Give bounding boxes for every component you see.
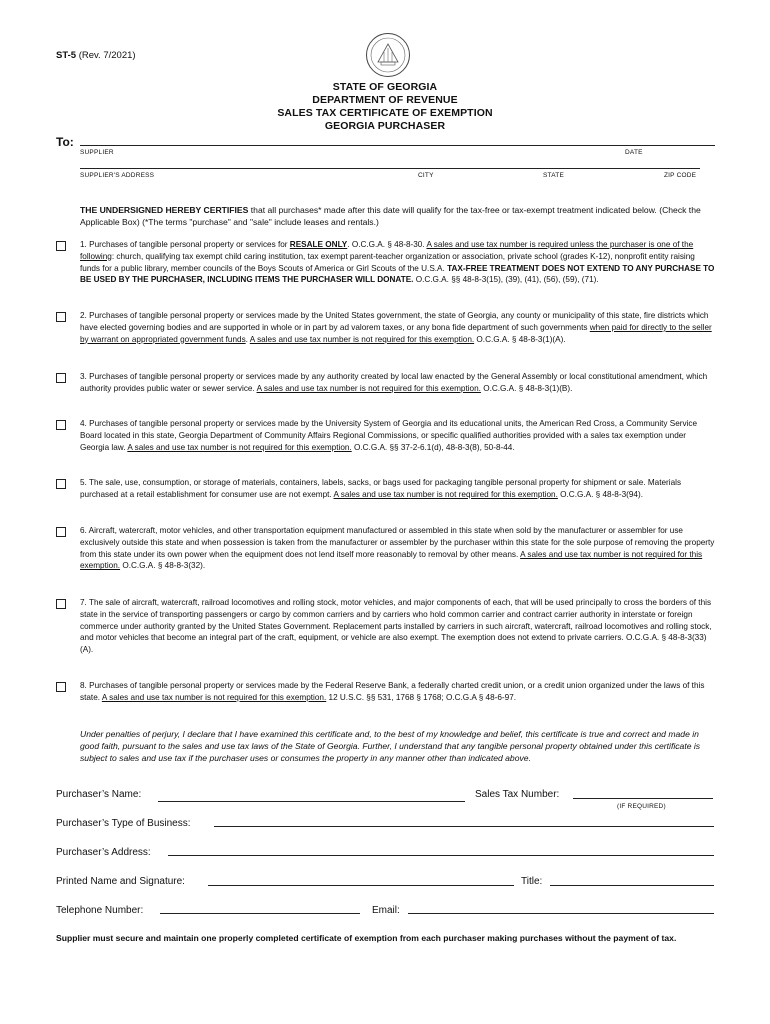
item-1-text	[80, 239, 716, 286]
header-purchaser-type: GEORGIA PURCHASER	[324, 120, 446, 132]
checkbox-item-8[interactable]	[56, 682, 66, 692]
telephone-label: Telephone Number:	[56, 905, 144, 916]
item-3-part: 3. Purchases of tangible personal property or services made by any authority created by local law enacted by the General Assembly or local constitutional amendment, which authority provides public water or sewer service.	[80, 372, 708, 393]
item-2-citation: O.C.G.A. § 48-8-3(1)(A).	[474, 334, 566, 344]
item-2-part: 2. Purchases of tangible personal property or services made by the United States government, the state of Georgia, any county or municipality of this state, fire districts which have elected governing bodies and are supported in whole or in part by ad valorem taxes, or any bona fide department of such governments	[80, 311, 709, 332]
item-4-text	[80, 418, 716, 453]
header-state: STATE OF GEORGIA	[332, 81, 438, 93]
checkbox-item-5[interactable]	[56, 479, 66, 489]
item-5-part: 5. The sale, use, consumption, or storage of materials, containers, labels, sacks, or bags used for packaging tangible personal property for shipment or sale. Materials purchased at a retail establishment for consumer use are not exempt.	[80, 478, 682, 499]
item-1-citation: O.C.G.A. §§ 48-8-3(15), (39), (41), (56), (59), (71).	[413, 275, 599, 285]
item-8-part: 8. Purchases of tangible personal property or services made by the Federal Reserve Bank, a federally charted credit union, or a credit union organized under the laws of this state.	[80, 681, 705, 702]
supplier-address-caption: SUPPLIER'S ADDRESS	[80, 172, 155, 179]
date-caption: DATE	[625, 149, 643, 156]
certify-bold: THE UNDERSIGNED HEREBY CERTIFIES	[80, 205, 249, 215]
sales-tax-number-label: Sales Tax Number:	[475, 789, 560, 800]
supplier-retention-note: Supplier must secure and maintain one properly completed certificate of exemption from each purchaser making purchases without the payment of tax.	[56, 933, 677, 943]
item-1-resale-only: RESALE ONLY	[289, 240, 348, 249]
city-caption: CITY	[418, 172, 434, 179]
checkbox-item-4[interactable]	[56, 420, 66, 430]
form-revision: (Rev. 7/2021)	[76, 50, 136, 61]
purchaser-address-label: Purchaser’s Address:	[56, 847, 151, 858]
if-required-caption: (IF REQUIRED)	[617, 803, 666, 810]
printed-name-label: Printed Name and Signature:	[56, 876, 185, 887]
item-1-required-note: A sales and use tax number is required unless the purchaser is one of the following	[80, 240, 694, 261]
checkbox-item-1[interactable]	[56, 241, 66, 251]
purchaser-address-field[interactable]	[168, 855, 714, 856]
item-1-part: 1. Purchases of tangible personal property or services for	[80, 240, 290, 249]
printed-name-field[interactable]	[208, 885, 514, 886]
certify-statement	[80, 204, 710, 228]
business-type-label: Purchaser’s Type of Business:	[56, 818, 191, 829]
item-5-citation: O.C.G.A. § 48-8-3(94).	[557, 489, 643, 499]
item-1-bold-note: TAX-FREE TREATMENT DOES NOT EXTEND TO ANY PURCHASE TO BE USED BY THE PURCHASER, INCLUDING ITEMS THE PURCHASER WILL DONATE.	[80, 263, 715, 285]
item-6-not-required-note: A sales and use tax number is not required for this exemption.	[80, 549, 703, 571]
certify-text: that all purchases* made after this date will qualify for the tax-free or tax-exempt treatment indicated below. (Check the Applicable Box) (*The terms "purchase" and "sale" include leases and rentals.)	[80, 205, 701, 227]
checkbox-item-3[interactable]	[56, 373, 66, 383]
title-field[interactable]	[550, 885, 714, 886]
item-4-citation: O.C.G.A. §§ 37-2-6.1(d), 48-8-3(8), 50-8-44.	[351, 442, 515, 452]
item-3-text	[80, 371, 716, 395]
to-label: To:	[56, 135, 74, 149]
business-type-field[interactable]	[214, 826, 714, 827]
item-7-text	[80, 597, 716, 656]
zip-caption: ZIP CODE	[664, 172, 697, 179]
item-3-citation: O.C.G.A. § 48-8-3(1)(B).	[480, 383, 573, 393]
item-1-part: . O.C.G.A. § 48-8-30.	[347, 240, 427, 249]
item-2-part: .	[245, 334, 250, 344]
perjury-statement: Under penalties of perjury, I declare that I have examined this certificate and, to the best of my knowledge and belief, this certificate is true and correct and made in good faith, pursuant to the sales and use tax laws of the State of Georgia. Further, I understand that any tangible personal property obtained under this certificate is subject to sales and use tax if the purchaser uses or consumes the property in any manner other than indicated above.	[80, 729, 701, 763]
email-field[interactable]	[408, 913, 714, 914]
checkbox-item-7[interactable]	[56, 599, 66, 609]
email-label: Email:	[372, 905, 400, 916]
item-8-citation: 12 U.S.C. §§ 531, 1768 § 1768; O.C.G.A § 48-6-97.	[326, 692, 517, 702]
telephone-field[interactable]	[160, 913, 360, 914]
header-certificate-title: SALES TAX CERTIFICATE OF EXEMPTION	[277, 107, 493, 119]
purchaser-name-field[interactable]	[158, 801, 465, 802]
item-6-part: 6. Aircraft, watercraft, motor vehicles, and other transportation equipment manufactured or assembled in this state when sold by the manufacturer or assembler for use exclusively outside this state and when possession is taken from the manufacturer or assembler by the purchaser within this state for the sole purpose of removing the property from this state under its own power when the equipment does not lend itself more reasonably to removal by other means.	[80, 526, 715, 559]
checkbox-item-6[interactable]	[56, 527, 66, 537]
checkbox-item-2[interactable]	[56, 312, 66, 322]
item-2-text	[80, 310, 716, 345]
item-2-warrant-note: when paid for directly to the seller by warrant on appropriated government funds	[80, 322, 712, 344]
item-4-not-required-note: A sales and use tax number is not required for this exemption.	[127, 442, 352, 452]
form-number: ST-5	[56, 50, 77, 61]
item-6-citation: O.C.G.A. § 48-8-3(32).	[120, 561, 206, 571]
sales-tax-number-field[interactable]	[573, 798, 713, 799]
item-7-part: 7. The sale of aircraft, watercraft, railroad locomotives and rolling stock, motor vehicles, and major components of each, that will be used principally to cross the borders of this state in the service of transporting passengers or cargo by common carriers and by carriers who hold common carrier and contract carrier authority in interstate or foreign commerce under authority granted by the United States Government. Replacement parts installed by carriers in such aircraft, watercraft, railroad locomotives and rolling stock, and motor vehicles that become an integral part of the craft, equipment, or vehicle are also exempt. The exemption does not extend to private carriers. O.C.G.A. § 48-8-3(33)(A).	[80, 598, 712, 655]
item-5-text	[80, 477, 716, 501]
state-caption: STATE	[543, 172, 564, 179]
item-2-not-required-note: A sales and use tax number is not required for this exemption.	[249, 334, 475, 344]
header-department: DEPARTMENT OF REVENUE	[312, 94, 458, 106]
supplier-line[interactable]	[80, 145, 715, 146]
title-label: Title:	[521, 876, 543, 887]
item-8-text	[80, 680, 716, 704]
item-4-part: 4. Purchases of tangible personal property or services made by the University System of Georgia and its educational units, the American Red Cross, a Community Service Board located in this state, Georgia Department of Community Affairs Regional Commissions, or specific qualified authorities provided with a sales tax exemption under Georgia law.	[80, 419, 698, 452]
form-id	[56, 50, 136, 61]
item-8-not-required-note: A sales and use tax number is not required for this exemption.	[101, 692, 327, 702]
item-1-part: : church, qualifying tax exempt child caring institution, tax exempt parent-teacher organization or association, private school (grades K-12), nonprofit entity raising funds for a public library, member councils of the Boys Scouts of America or Girl Scouts of the U.S.A.	[80, 251, 695, 273]
item-5-not-required-note: A sales and use tax number is not required for this exemption.	[333, 489, 558, 499]
purchaser-name-label: Purchaser’s Name:	[56, 789, 142, 800]
supplier-address-line[interactable]	[80, 168, 700, 169]
supplier-caption: SUPPLIER	[80, 149, 114, 156]
item-6-text	[80, 525, 716, 572]
item-3-not-required-note: A sales and use tax number is not required for this exemption.	[256, 383, 481, 393]
georgia-state-seal-icon	[365, 32, 411, 78]
